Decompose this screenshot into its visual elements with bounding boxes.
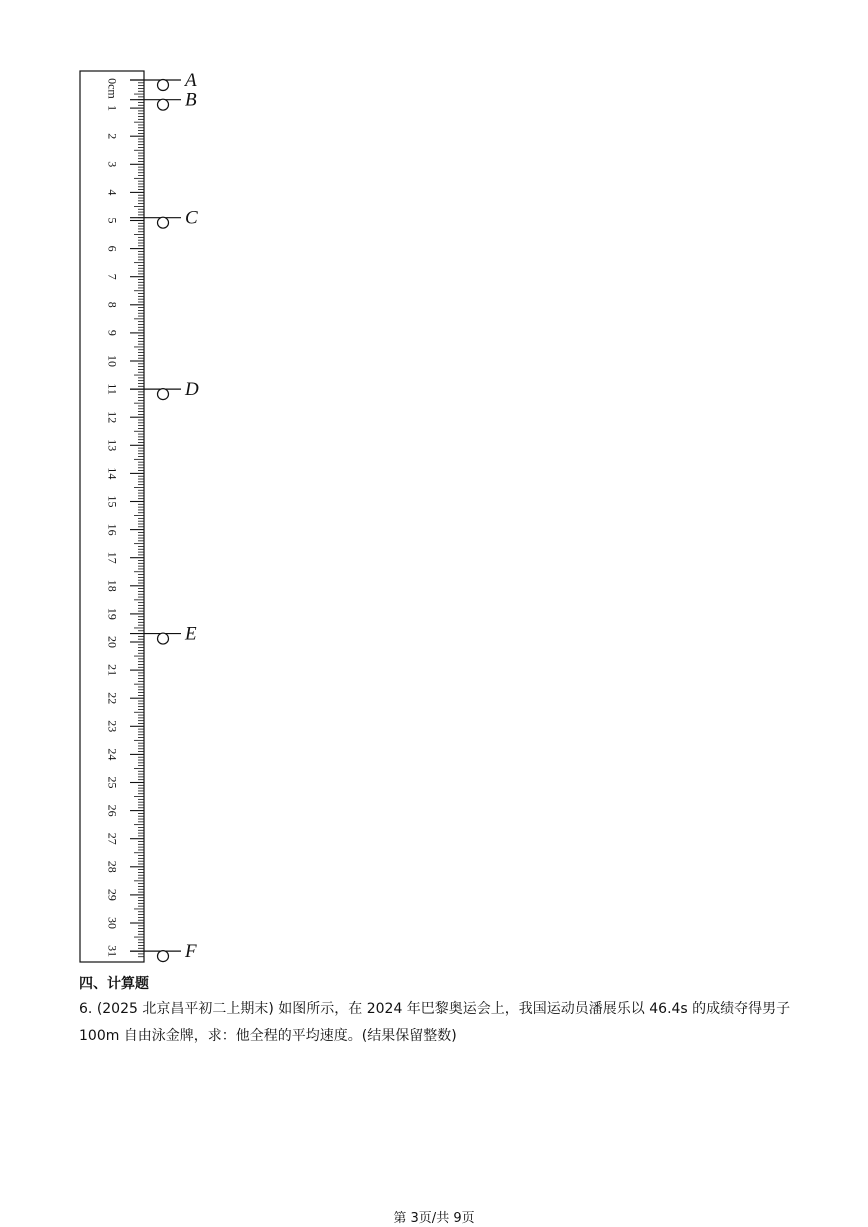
- ruler-number: 6: [105, 245, 120, 252]
- ruler-number: 18: [105, 579, 120, 592]
- ruler-number: 20: [105, 636, 120, 648]
- ruler-number: 3: [105, 161, 120, 168]
- marker-label: A: [185, 70, 197, 91]
- ruler-number: 29: [105, 888, 120, 901]
- problem-source: (2025 北京昌平初二上期末): [96, 1001, 274, 1017]
- ruler-number: 21: [105, 664, 120, 677]
- ruler-number: 13: [105, 439, 120, 452]
- ruler-number: 27: [105, 832, 120, 845]
- ruler-number: 5: [105, 217, 120, 224]
- marker-ring: [158, 389, 169, 400]
- ruler-number: 26: [105, 804, 120, 817]
- ruler-number: 25: [105, 776, 120, 789]
- ruler-number: 30: [105, 917, 120, 929]
- ruler-number: 8: [105, 301, 120, 308]
- marker-ring: [158, 80, 169, 91]
- problem-text: 如图所示，在 2024 年巴黎奥运会上，我国运动员潘展乐以 46.4s 的成绩夺得男子 100m 自由泳金牌，求：他全程的平均速度。(结果保留整数): [79, 1001, 791, 1044]
- ruler-number: 9: [105, 329, 120, 336]
- ruler-number: 10: [105, 355, 120, 367]
- ruler-number: 14: [105, 467, 120, 480]
- ruler-number: 19: [105, 607, 120, 620]
- ruler-number: 11: [105, 383, 120, 395]
- ruler-number: 4: [105, 189, 120, 196]
- ruler-number: 1: [105, 105, 120, 112]
- ruler-number: 2: [105, 133, 120, 140]
- ruler-body: [80, 71, 144, 962]
- section-heading: 四、计算题: [79, 976, 149, 992]
- ruler-number: 24: [105, 748, 120, 761]
- marker-ring: [158, 951, 169, 962]
- ruler-number: 23: [105, 720, 120, 733]
- marker-label: C: [185, 207, 198, 229]
- marker-label: F: [185, 941, 197, 963]
- ruler-number: 22: [105, 692, 120, 705]
- ruler-number: 12: [105, 411, 120, 424]
- ruler-number: 28: [105, 860, 120, 873]
- marker-ring: [158, 99, 169, 110]
- marker-label: E: [185, 623, 197, 645]
- ruler-number: 15: [105, 495, 120, 508]
- problem-number: 6.: [79, 1001, 93, 1017]
- page-footer: 第 3页/共 9页: [393, 1211, 475, 1226]
- marker-label: B: [185, 89, 197, 111]
- marker-ring: [158, 217, 169, 228]
- ruler-unit-label: 0cm: [105, 78, 120, 99]
- ruler-number: 17: [105, 551, 120, 564]
- problem-6: [79, 996, 799, 1050]
- ruler-number: 7: [105, 273, 120, 280]
- marker-ring: [158, 633, 169, 644]
- marker-label: D: [185, 379, 199, 401]
- ruler-number: 31: [105, 945, 120, 958]
- ruler-number: 16: [105, 523, 120, 536]
